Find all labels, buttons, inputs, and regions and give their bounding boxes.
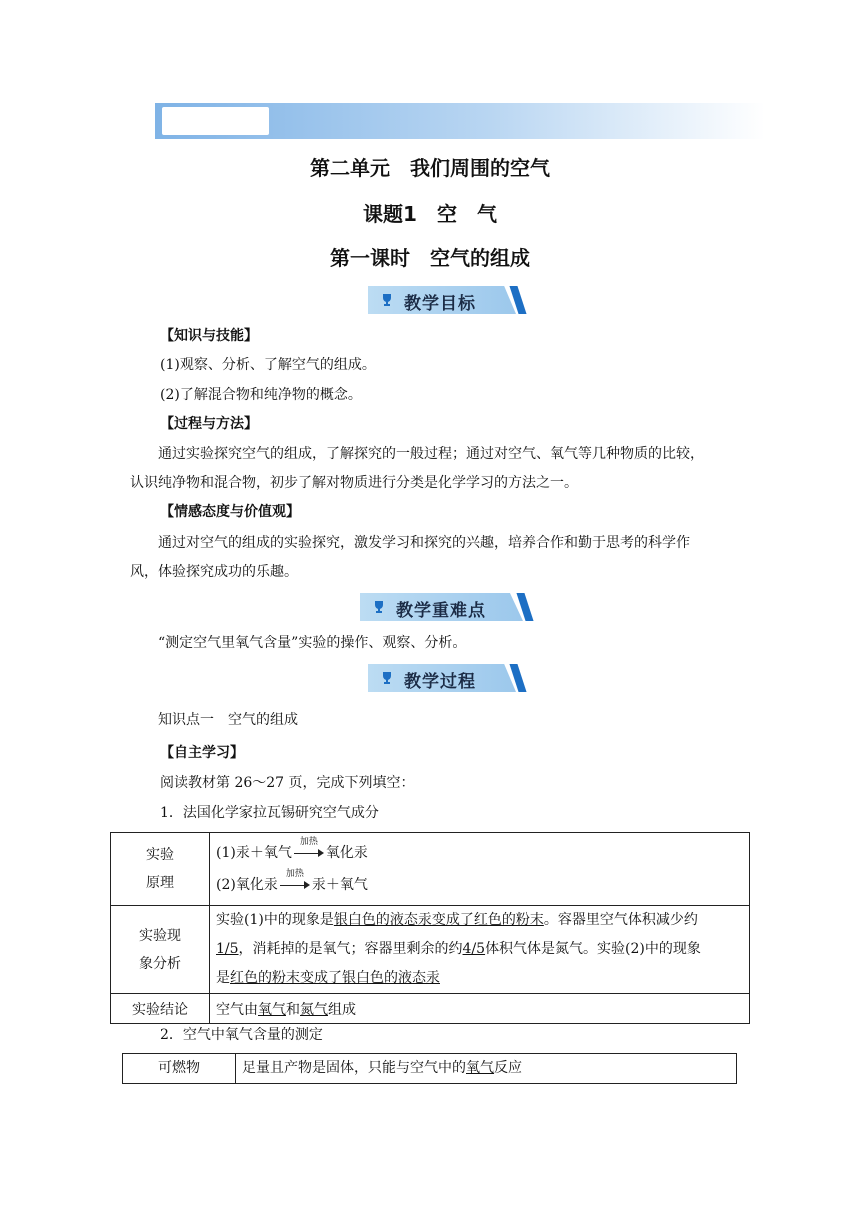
trophy-icon (380, 293, 394, 307)
knowledge-point-heading: 知识点一 空气的组成 (158, 712, 298, 728)
conclusion-part: 空气由 (216, 1001, 258, 1018)
answer-blank: 4/5 (462, 941, 486, 957)
principle-label-line-1: 实验 (146, 847, 174, 863)
conclusion-part: 和 (286, 1001, 300, 1018)
table-row (111, 833, 750, 906)
phenomenon-text: 体积气体是氮气。实验(2)中的现象 (485, 941, 701, 957)
process-banner-label: 教学过程 (404, 672, 476, 692)
key-points-banner-label: 教学重难点 (396, 601, 486, 621)
knowledge-heading: 【知识与技能】 (160, 328, 258, 344)
phenomenon-text: 是 (216, 970, 230, 986)
requirement-text: 足量且产物是固体，只能与空气中的 (242, 1060, 466, 1076)
oxygen-measurement-table (122, 1053, 737, 1084)
header-decor-bar (155, 103, 765, 139)
phenomenon-label (111, 906, 210, 994)
trophy-icon (372, 600, 386, 614)
conclusion-part: 组成 (328, 1001, 356, 1018)
phenomenon-text: 。容器里空气体积减少约 (543, 912, 698, 928)
phenomenon-label-line-2: 象分析 (139, 955, 181, 972)
process-method-line-2: 认识纯净物和混合物，初步了解对物质进行分类是化学学习的方法之一。 (130, 475, 578, 491)
table-row (111, 906, 750, 994)
period-title: 第一课时 空气的组成 (330, 246, 530, 270)
equation-2-products: 汞＋氧气 (311, 877, 368, 893)
item-1-heading: 1．法国化学家拉瓦锡研究空气成分 (160, 805, 379, 821)
emotion-line-1: 通过对空气的组成的实验探究，激发学习和探究的兴趣，培养合作和勤于思考的科学作 (158, 535, 690, 551)
answer-blank: 氮气 (300, 1001, 328, 1018)
principle-label (111, 833, 210, 906)
objectives-banner (368, 286, 518, 314)
conclusion-label: 实验结论 (111, 994, 210, 1024)
knowledge-item-2: (2)了解混合物和纯净物的概念。 (160, 387, 362, 403)
phenomenon-text: 实验(1)中的现象是 (216, 912, 334, 928)
equation-1 (216, 837, 743, 869)
process-method-heading: 【过程与方法】 (160, 416, 258, 432)
table-row (123, 1054, 737, 1084)
item-2-heading: 2．空气中氧气含量的测定 (160, 1027, 323, 1043)
conclusion-text (210, 994, 750, 1024)
combustible-label: 可燃物 (123, 1054, 236, 1084)
unit-title: 第二单元 我们周围的空气 (310, 156, 550, 180)
phenomenon-label-line-1: 实验现 (139, 927, 181, 944)
trophy-icon (380, 671, 394, 685)
header-decor-box (162, 107, 269, 135)
emotion-line-2: 风，体验探究成功的乐趣。 (130, 564, 298, 580)
process-banner (368, 664, 518, 692)
answer-blank: 氧气 (258, 1001, 286, 1018)
combustible-requirement (236, 1054, 737, 1084)
key-points-banner (360, 593, 525, 621)
equation-1-products: 氧化汞 (325, 845, 368, 861)
self-study-heading: 【自主学习】 (160, 745, 244, 761)
knowledge-item-1: (1)观察、分析、了解空气的组成。 (160, 357, 376, 373)
emotion-heading: 【情感态度与价值观】 (160, 504, 300, 520)
answer-blank: 银白色的液态汞变成了红色的粉末 (333, 912, 544, 928)
answer-blank: 红色的粉末变成了银白色的液态汞 (230, 970, 440, 986)
objectives-banner-label: 教学目标 (404, 294, 476, 314)
reaction-condition: 加热 (299, 837, 318, 847)
requirement-text: 反应 (494, 1060, 522, 1076)
key-points-text: “测定空气里氧气含量”实验的操作、观察、分析。 (158, 635, 467, 651)
equation-2-reactants: (2)氧化汞 (216, 877, 278, 893)
reading-instruction: 阅读教材第 26～27 页，完成下列填空： (160, 775, 415, 791)
reaction-arrow-icon (280, 869, 310, 892)
principle-label-line-2: 原理 (146, 875, 174, 891)
lavoisier-table (110, 832, 750, 1024)
phenomenon-text: ，消耗掉的是氧气；容器里剩余的约 (238, 941, 463, 957)
principle-equations (210, 833, 750, 906)
lesson-title: 课题1 空 气 (363, 202, 497, 226)
reaction-condition: 加热 (285, 869, 304, 879)
phenomenon-analysis (210, 906, 750, 994)
answer-blank: 氧气 (466, 1060, 494, 1076)
process-method-line-1: 通过实验探究空气的组成，了解探究的一般过程；通过对空气、氧气等几种物质的比较， (158, 446, 704, 462)
reaction-arrow-icon (294, 837, 324, 860)
answer-blank: 1/5 (216, 941, 239, 957)
equation-2 (216, 869, 743, 901)
table-row (111, 994, 750, 1024)
equation-1-reactants: (1)汞＋氧气 (216, 845, 292, 861)
